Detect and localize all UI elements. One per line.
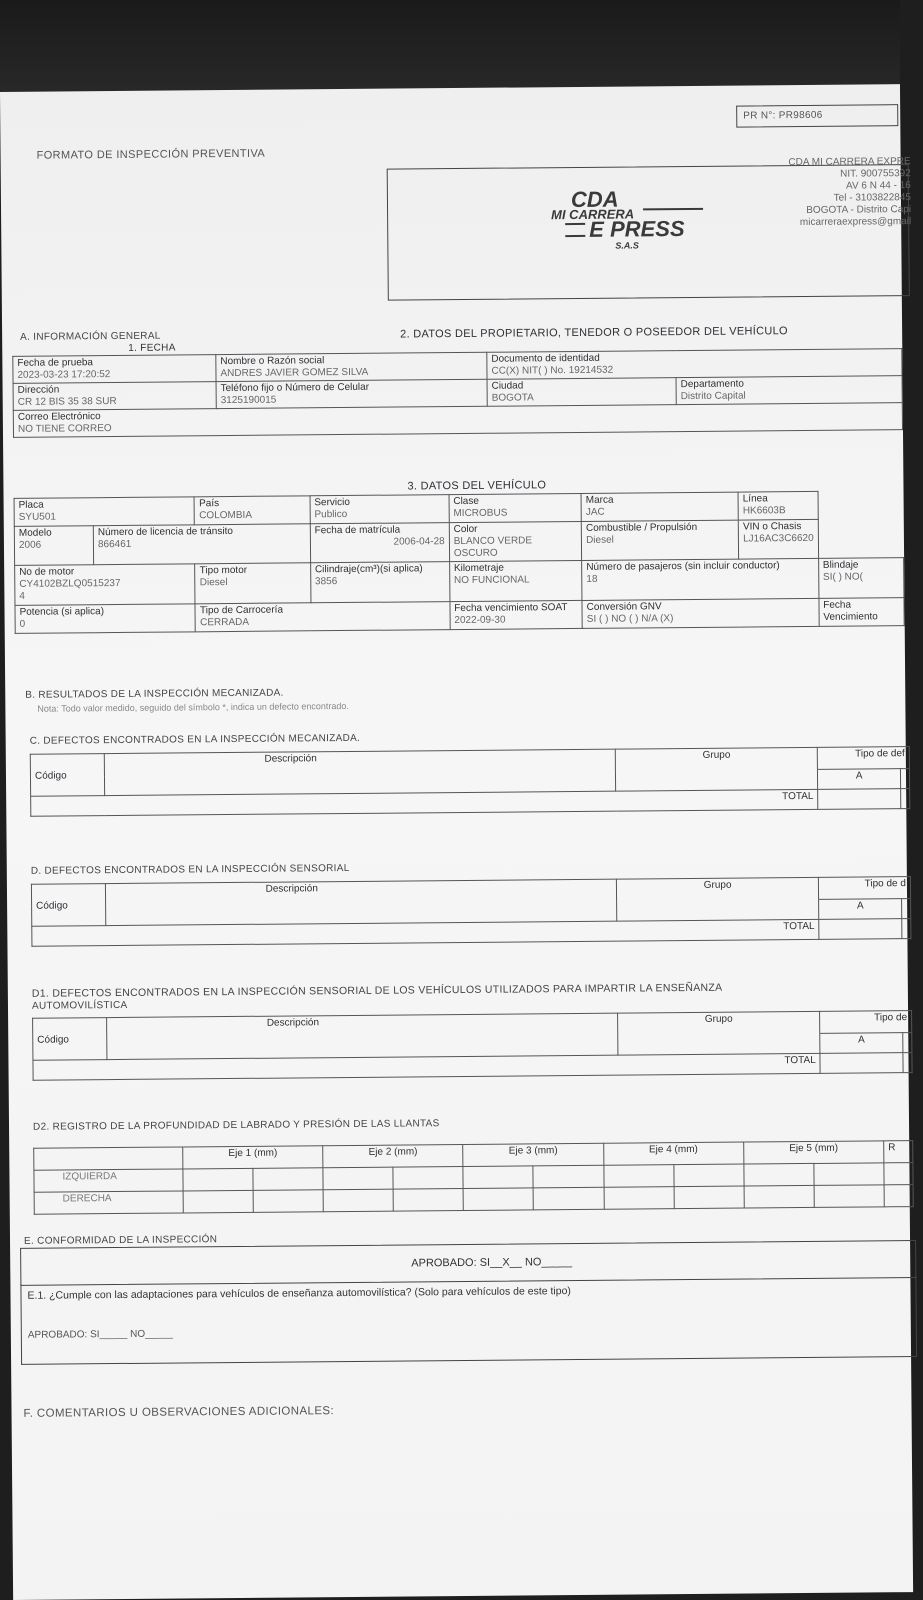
- descripcion-header: Descripción: [105, 879, 617, 925]
- matricula-value: 2006-04-28: [393, 536, 445, 548]
- placa-value: SYU501: [18, 511, 57, 523]
- grupo-header: Grupo: [618, 1011, 820, 1035]
- carroceria-cell: [195, 602, 450, 632]
- inspection-form-page: [0, 84, 913, 1600]
- documento-label: Documento de identidad: [491, 352, 600, 365]
- motor-label: No de motor: [19, 566, 75, 578]
- aprobado-text: APROBADO: SI__X__ NO_____: [411, 1256, 573, 1270]
- e1-question: E.1. ¿Cumple con las adaptaciones para vehículos de enseñanza automovilística? (Solo para vehículos de este tipo): [27, 1285, 571, 1302]
- combustible-cell: [581, 520, 738, 560]
- gnv-label: Conversión GNV: [586, 601, 662, 613]
- tire-cell: [463, 1188, 533, 1211]
- telefono-value: 3125190015: [220, 394, 277, 407]
- defects-driving-school-table: [32, 1010, 913, 1081]
- motor-cell: [15, 564, 196, 606]
- cilindraje-label: Cilindraje(cm³)(si aplica): [314, 563, 423, 576]
- tire-cell: [393, 1166, 463, 1189]
- owner-table: [12, 348, 903, 438]
- section-d-title: D. DEFECTOS ENCONTRADOS EN LA INSPECCIÓN SENSORIAL: [30, 862, 350, 877]
- modelo-label: Modelo: [18, 527, 52, 539]
- marca-cell: [581, 492, 738, 521]
- codigo-header: Código: [30, 754, 104, 797]
- grupo-header: Grupo: [615, 747, 817, 771]
- licencia-cell: [93, 524, 310, 565]
- pais-cell: [195, 496, 311, 525]
- matricula-cell: [310, 523, 449, 563]
- blindaje-cell: [818, 558, 904, 599]
- codigo-header: Código: [33, 1018, 107, 1061]
- fecha-prueba-value: 2023-03-23 17:20:52: [17, 369, 111, 381]
- cilindraje-cell: [310, 562, 449, 603]
- vin-cell: [738, 519, 818, 559]
- departamento-cell: [676, 376, 902, 405]
- company-line: BOGOTA - Distrito Capi: [806, 204, 912, 216]
- clase-label: Clase: [453, 495, 479, 508]
- fecha-prueba-label: Fecha de prueba: [17, 357, 94, 369]
- km-value: NO FUNCIONAL: [453, 574, 530, 587]
- blindaje-label: Blindaje: [822, 559, 859, 571]
- departamento-value: Distrito Capital: [680, 390, 746, 403]
- vin-value: LJ16AC3C6620: [743, 532, 814, 545]
- cilindraje-value: 3856: [314, 576, 338, 588]
- documento-cell: [487, 349, 902, 380]
- pasajeros-label: Número de pasajeros (sin incluir conductor): [586, 560, 780, 573]
- vehicle-title: 3. DATOS DEL VEHÍCULO: [407, 479, 547, 493]
- direccion-label: Dirección: [17, 384, 60, 396]
- km-cell: [449, 560, 582, 601]
- nombre-cell: [216, 352, 487, 381]
- grupo-header: Grupo: [616, 877, 818, 901]
- vin-label: VIN o Chasis: [742, 521, 802, 533]
- tipo-motor-value: Diesel: [199, 577, 228, 589]
- total-a: [819, 919, 902, 940]
- company-info: [741, 156, 912, 229]
- logo-speed-lines: [565, 223, 585, 237]
- e1-box: [20, 1276, 917, 1365]
- vehicle-table: [14, 490, 905, 634]
- fecha-venc-label: Fecha Vencimiento: [823, 599, 878, 623]
- section-b-note: Nota: Todo valor medido, seguido del símbolo *, indica un defecto encontrado.: [37, 700, 349, 714]
- total-b: [901, 789, 910, 809]
- eje-header: Eje 1 (mm): [183, 1146, 323, 1169]
- potencia-cell: [15, 604, 196, 634]
- total-b: [903, 1053, 912, 1073]
- tire-corner: [34, 1147, 183, 1170]
- combustible-value: Diesel: [586, 534, 614, 546]
- eje-header: R: [884, 1141, 913, 1163]
- servicio-cell: [310, 495, 449, 524]
- company-line: Tel - 3103822845: [833, 192, 912, 204]
- potencia-label: Potencia (si aplica): [19, 606, 105, 618]
- ciudad-value: BOGOTA: [491, 392, 534, 404]
- telefono-label: Teléfono fijo o Número de Celular: [220, 381, 370, 395]
- logo-sas: S.A.S: [615, 240, 639, 251]
- servicio-value: Publico: [314, 508, 348, 521]
- total-a: [820, 1053, 903, 1074]
- tire-cell: [674, 1164, 744, 1187]
- tipo-a-header: A: [819, 899, 902, 920]
- correo-label: Correo Electrónico: [17, 411, 101, 423]
- logo-cda: CDA: [570, 186, 619, 213]
- pasajeros-cell: [582, 558, 819, 600]
- tire-cell: [533, 1165, 603, 1188]
- marca-label: Marca: [585, 494, 614, 506]
- correo-value: NO TIENE CORREO: [17, 423, 112, 435]
- nombre-value: ANDRES JAVIER GOMEZ SILVA: [220, 366, 369, 380]
- tire-cell: [323, 1189, 393, 1212]
- tire-cell: [604, 1187, 674, 1210]
- gnv-cell: [582, 598, 819, 628]
- ciudad-cell: [487, 378, 676, 407]
- tire-cell: [183, 1190, 253, 1213]
- pr-number: PR N°: PR98606: [743, 109, 823, 122]
- km-label: Kilometraje: [453, 562, 505, 575]
- carroceria-value: CERRADA: [200, 616, 250, 629]
- fecha-venc-cell: [819, 598, 905, 627]
- tipo-b-header: [900, 769, 909, 789]
- section-c-title: C. DEFECTOS ENCONTRADOS EN LA INSPECCIÓN MECANIZADA.: [29, 732, 361, 747]
- pasajeros-value: 18: [586, 573, 598, 585]
- company-line: CDA MI CARRERA EXPRE: [788, 156, 911, 169]
- soat-label: Fecha vencimiento SOAT: [454, 602, 568, 615]
- motor-value: CY4102BZLQ0515237: [19, 577, 121, 590]
- combustible-label: Combustible / Propulsión: [585, 521, 698, 534]
- tire-cell: [814, 1185, 884, 1208]
- tipo-b-header: [903, 1033, 912, 1053]
- tire-cell: [603, 1165, 673, 1188]
- descripcion-header: Descripción: [106, 1013, 618, 1059]
- modelo-cell: [14, 526, 93, 566]
- total-b: [902, 919, 911, 939]
- tire-cell: [183, 1168, 253, 1191]
- tire-cell: [884, 1163, 913, 1185]
- tire-table: [33, 1140, 914, 1215]
- direccion-cell: [13, 382, 216, 411]
- codigo-header: Código: [31, 884, 105, 927]
- tire-cell: [463, 1166, 533, 1189]
- company-line: AV 6 N 44 - 16: [845, 180, 911, 192]
- gnv-value: SI ( ) NO ( ) N/A (X): [586, 613, 674, 625]
- total-label: TOTAL: [33, 1053, 820, 1080]
- pr-number-box: [736, 104, 898, 127]
- pais-value: COLOMBIA: [199, 509, 253, 522]
- section-f-title: F. COMENTARIOS U OBSERVACIONES ADICIONALES:: [23, 1405, 335, 1420]
- tire-cell: [814, 1163, 884, 1186]
- tire-cell: [884, 1185, 913, 1207]
- tire-cell: [253, 1190, 323, 1213]
- tire-cell: [393, 1188, 463, 1211]
- direccion-value: CR 12 BIS 35 38 SUR: [17, 395, 117, 408]
- licencia-label: Número de licencia de tránsito: [97, 525, 233, 539]
- clase-cell: [449, 493, 582, 522]
- tipo-a-header: A: [818, 769, 901, 790]
- company-line: NIT. 900755392: [840, 168, 911, 180]
- logo-mi-carrera: MI CARRERA: [551, 206, 635, 223]
- row-derecha: DERECHA: [34, 1191, 183, 1214]
- clase-value: MICROBUS: [453, 507, 508, 520]
- descripcion-header: Descripción: [104, 749, 616, 795]
- linea-cell: [738, 491, 818, 520]
- pais-label: País: [199, 498, 220, 510]
- blindaje-value: SI( ) NO(: [822, 571, 864, 583]
- tipo-header: Tipo de d: [819, 877, 911, 900]
- company-logo: [551, 186, 742, 268]
- potencia-value: 0: [19, 618, 26, 630]
- total-label: TOTAL: [31, 789, 818, 816]
- form-title: FORMATO DE INSPECCIÓN PREVENTIVA: [36, 147, 266, 162]
- matricula-label: Fecha de matrícula: [314, 524, 401, 537]
- linea-label: Línea: [742, 493, 768, 505]
- eje-header: Eje 2 (mm): [323, 1144, 463, 1167]
- ciudad-label: Ciudad: [491, 380, 524, 392]
- section-a-title: A. INFORMACIÓN GENERAL: [20, 330, 161, 343]
- tire-cell: [744, 1185, 814, 1208]
- modelo-value: 2006: [18, 539, 42, 551]
- section-d1-title-2: AUTOMOVILÍSTICA: [31, 999, 128, 1012]
- tipo-a-header: A: [820, 1033, 903, 1054]
- grupo-empty: [615, 769, 817, 791]
- fecha-prueba-cell: [13, 355, 216, 384]
- company-line: micarreraexpress@gmail: [799, 216, 912, 229]
- tipo-b-header: [902, 899, 911, 919]
- tipo-motor-label: Tipo motor: [199, 564, 248, 577]
- row-izquierda: IZQUIERDA: [34, 1169, 183, 1192]
- placa-label: Placa: [18, 499, 44, 511]
- servicio-label: Servicio: [314, 496, 350, 509]
- tire-cell: [674, 1186, 744, 1209]
- placa-cell: [14, 497, 195, 527]
- color-cell: [449, 521, 582, 561]
- motor-extra: 4: [19, 590, 26, 602]
- eje-header: Eje 3 (mm): [463, 1143, 603, 1166]
- marca-value: JAC: [585, 506, 605, 518]
- tipo-motor-cell: [195, 563, 311, 604]
- eje-header: Eje 5 (mm): [743, 1141, 883, 1164]
- tire-cell: [534, 1187, 604, 1210]
- tipo-header: Tipo de: [820, 1011, 912, 1034]
- telefono-cell: [216, 379, 487, 408]
- fecha-title: 1. FECHA: [128, 342, 176, 354]
- soat-cell: [450, 600, 583, 629]
- carroceria-label: Tipo de Carrocería: [199, 604, 284, 617]
- defects-mechanized-table: [30, 746, 911, 817]
- nombre-label: Nombre o Razón social: [220, 355, 325, 368]
- grupo-empty: [617, 899, 819, 921]
- section-d2-title: D2. REGISTRO DE LA PROFUNDIDAD DE LABRADO Y PRESIÓN DE LAS LLANTAS: [32, 1118, 440, 1133]
- total-a: [818, 789, 901, 810]
- section-b-title: B. RESULTADOS DE LA INSPECCIÓN MECANIZADA.: [25, 687, 284, 701]
- owner-title: 2. DATOS DEL PROPIETARIO, TENEDOR O POSEEDOR DEL VEHÍCULO: [400, 325, 788, 341]
- color-value: BLANCO VERDE OSCURO: [453, 535, 533, 560]
- color-label: Color: [453, 523, 478, 536]
- logo-express: E PRESS: [589, 216, 685, 242]
- soat-value: 2022-09-30: [454, 614, 506, 627]
- tire-cell: [744, 1163, 814, 1186]
- logo-arrow: [643, 208, 703, 211]
- section-e-title: E. CONFORMIDAD DE LA INSPECCIÓN: [23, 1234, 218, 1247]
- tire-cell: [253, 1168, 323, 1191]
- defects-sensorial-table: [31, 876, 912, 947]
- linea-value: HK6603B: [742, 505, 786, 517]
- section-d1-title: D1. DEFECTOS ENCONTRADOS EN LA INSPECCIÓN SENSORIAL DE LOS VEHÍCULOS UTILIZADOS PARA IMPARTIR LA ENSEÑANZA: [31, 981, 723, 1000]
- e1-aprobado: APROBADO: SI_____ NO_____: [27, 1328, 173, 1341]
- departamento-label: Departamento: [680, 378, 744, 391]
- eje-header: Eje 4 (mm): [603, 1142, 743, 1165]
- total-label: TOTAL: [32, 919, 819, 946]
- grupo-empty: [618, 1033, 820, 1055]
- tire-cell: [323, 1167, 393, 1190]
- documento-value: CC(X) NIT( ) No. 19214532: [491, 364, 614, 377]
- licencia-value: 866461: [97, 538, 132, 551]
- tipo-header: Tipo de def: [818, 747, 910, 770]
